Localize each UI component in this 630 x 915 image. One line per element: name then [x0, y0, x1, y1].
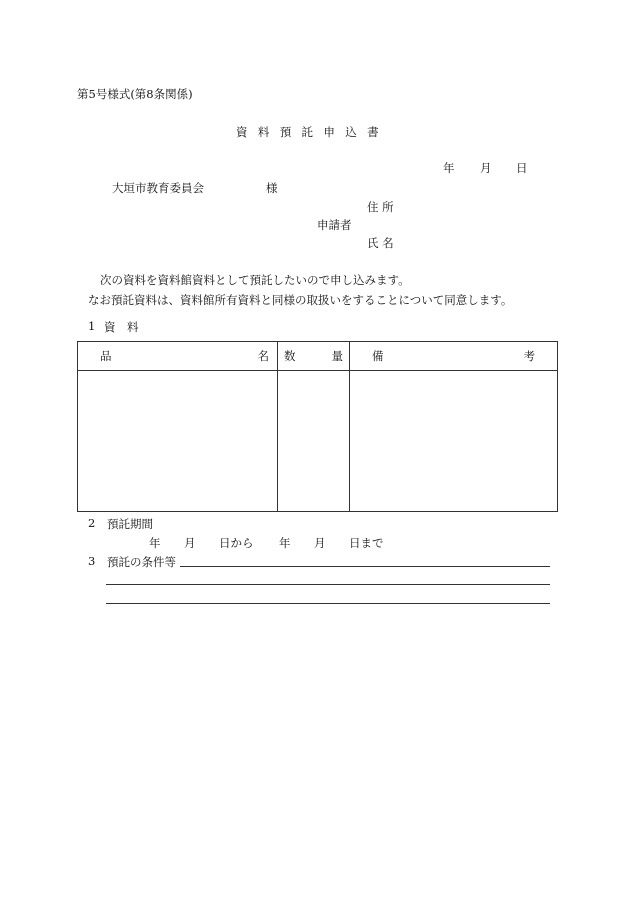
period-day-until: 日まで [349, 536, 384, 550]
page-title: 資料預託申込書 [236, 125, 389, 139]
name-label: 氏 名 [367, 236, 394, 250]
addressee-name: 大垣市教育委員会 [112, 181, 204, 195]
item-name-cell[interactable] [78, 371, 278, 512]
header-remarks [350, 342, 558, 371]
conditions-line-3[interactable] [106, 603, 550, 604]
applicant-label: 申請者 [317, 218, 352, 232]
address-label: 住 所 [367, 200, 394, 214]
header-quantity [278, 342, 350, 371]
section-3-number: 3 [88, 554, 96, 568]
period-month-1: 月 [184, 536, 196, 550]
section-2-title: 預託期間 [107, 517, 153, 531]
quantity-cell[interactable] [278, 371, 350, 512]
date-month-label: 月 [480, 161, 492, 175]
date-year-label: 年 [443, 161, 455, 175]
period-day-from: 日から [219, 536, 254, 550]
date-day-label: 日 [516, 161, 528, 175]
conditions-line-2[interactable] [106, 584, 550, 585]
header-item-name-right: 名 [257, 349, 269, 363]
header-remarks-right: 考 [523, 349, 535, 363]
addressee-honorific: 様 [266, 181, 278, 195]
materials-table [77, 341, 558, 512]
header-quantity-right: 量 [331, 349, 343, 363]
body-line-2: なお預託資料は、資料館所有資料と同様の取扱いをすることについて同意します。 [88, 293, 513, 307]
section-2-number: 2 [88, 516, 96, 530]
header-item-name [78, 342, 278, 371]
body-line-1: 次の資料を資料館資料として預託したいので申し込みます。 [100, 273, 410, 287]
section-1-number: 1 [88, 319, 96, 333]
header-item-name-left: 品 [100, 349, 112, 363]
table-header-row [78, 342, 558, 371]
form-number: 第5号様式(第8条関係) [77, 87, 193, 101]
remarks-cell[interactable] [350, 371, 558, 512]
period-year-2: 年 [279, 536, 291, 550]
period-month-2: 月 [314, 536, 326, 550]
period-year-1: 年 [149, 536, 161, 550]
conditions-line-1[interactable] [180, 566, 550, 567]
section-3-title: 預託の条件等 [107, 555, 176, 569]
section-1-title: 資 料 [104, 320, 139, 334]
table-body-row [78, 371, 558, 512]
header-remarks-left: 備 [372, 349, 384, 363]
header-quantity-left: 数 [284, 349, 296, 363]
